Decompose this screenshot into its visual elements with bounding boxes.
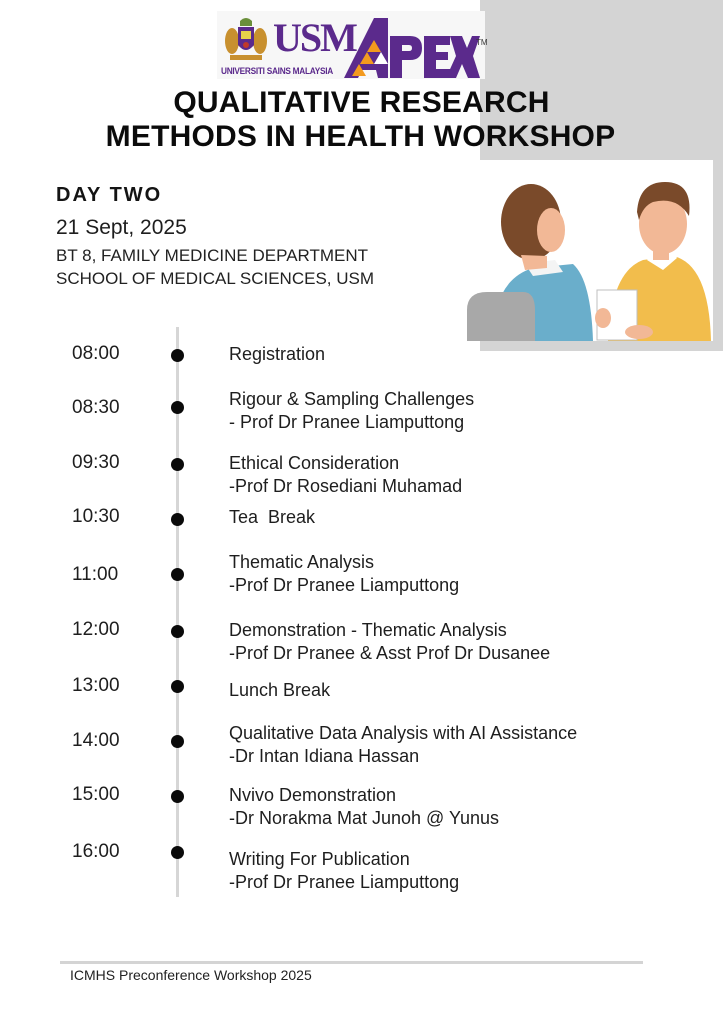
timeline-dot-icon	[171, 401, 184, 414]
apex-logo-text: APEX	[340, 14, 343, 15]
time-label: 13:00	[72, 675, 120, 696]
event-speaker: - Prof Dr Pranee Liamputtong	[229, 412, 465, 432]
event-speaker: -Prof Dr Pranee & Asst Prof Dr Dusanee	[229, 643, 551, 663]
time-label: 11:00	[72, 564, 119, 585]
time-label: 12:00	[72, 619, 120, 640]
time-label: 15:00	[72, 784, 120, 805]
event-title: Thematic Analysis	[229, 552, 375, 572]
footer-divider	[60, 961, 643, 964]
page-title	[0, 86, 723, 154]
timeline-dot-icon	[171, 349, 184, 362]
time-label: 14:00	[72, 730, 120, 751]
trademark-symbol: TM	[476, 38, 488, 47]
event-title: Ethical Consideration	[229, 453, 400, 473]
event-speaker: -Prof Dr Pranee Liamputtong	[229, 575, 460, 595]
event-venue	[56, 244, 374, 290]
timeline-dot-icon	[171, 680, 184, 693]
event-date: 21 Sept, 2025	[56, 216, 187, 239]
event-speaker: -Prof Dr Rosediani Muhamad	[229, 476, 463, 496]
event-title: Registration	[229, 344, 326, 364]
event-title: Demonstration - Thematic Analysis	[229, 620, 507, 640]
usm-crest-logo	[222, 15, 270, 63]
apex-logo	[340, 14, 480, 80]
event-title: Tea Break	[229, 507, 316, 527]
timeline-dot-icon	[171, 513, 184, 526]
footer-text: ICMHS Preconference Workshop 2025	[70, 967, 312, 983]
timeline-dot-icon	[171, 790, 184, 803]
day-label: DAY TWO	[56, 184, 163, 206]
title-line-2: METHODS IN HEALTH WORKSHOP	[105, 120, 616, 153]
event-title: Lunch Break	[229, 680, 331, 700]
event-title: Qualitative Data Analysis with AI Assistance	[229, 723, 578, 743]
event-speaker: -Dr Intan Idiana Hassan	[229, 746, 420, 766]
timeline-dot-icon	[171, 735, 184, 748]
title-line-1: QUALITATIVE RESEARCH	[173, 86, 550, 119]
time-label: 16:00	[72, 841, 120, 862]
usm-full-name: UNIVERSITI SAINS MALAYSIA	[221, 66, 333, 76]
time-label: 10:30	[72, 506, 120, 527]
timeline-dot-icon	[171, 458, 184, 471]
usm-logo-text: USM	[273, 15, 356, 60]
venue-line-2: SCHOOL OF MEDICAL SCIENCES, USM	[56, 269, 375, 288]
event-speaker: -Dr Norakma Mat Junoh @ Yunus	[229, 808, 500, 828]
event-title: Rigour & Sampling Challenges	[229, 389, 475, 409]
time-label: 09:30	[72, 452, 120, 473]
timeline-dot-icon	[171, 568, 184, 581]
time-label: 08:00	[72, 343, 120, 364]
venue-line-1: BT 8, FAMILY MEDICINE DEPARTMENT	[56, 246, 369, 265]
interview-illustration	[463, 160, 713, 341]
event-title: Nvivo Demonstration	[229, 785, 397, 805]
timeline-dot-icon	[171, 846, 184, 859]
time-label: 08:30	[72, 397, 120, 418]
timeline-dot-icon	[171, 625, 184, 638]
event-title: Writing For Publication	[229, 849, 410, 869]
event-speaker: -Prof Dr Pranee Liamputtong	[229, 872, 460, 892]
two-people-talking-illustration	[463, 160, 713, 341]
